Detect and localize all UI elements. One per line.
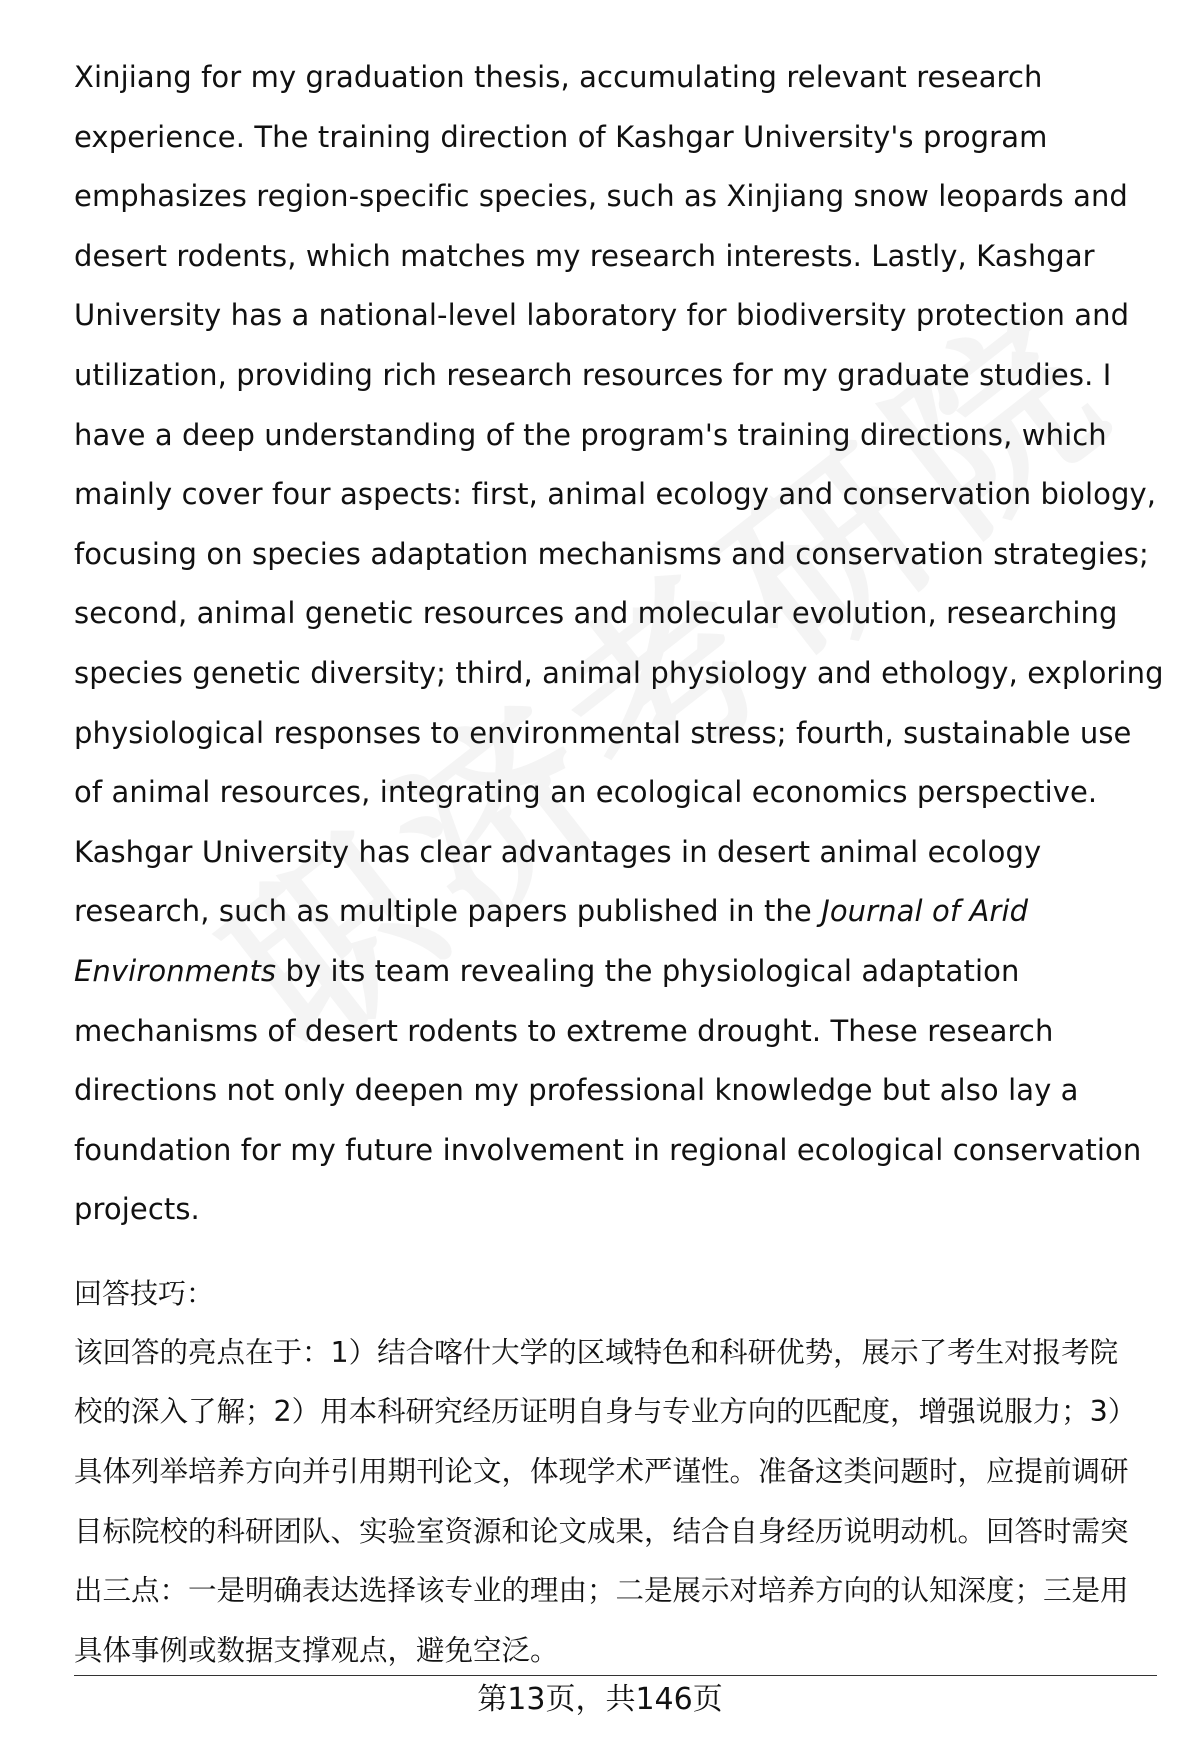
tips-paragraph: 该回答的亮点在于：1）结合喀什大学的区域特色和科研优势，展示了考生对报考院校的深入了解；2）用本科研究经历证明自身与专业方向的匹配度，增强说服力；3）具体列举培养方向并引用期刊论文，体现学术严谨性。准备这类问题时，应提前调研目标院校的科研团队、实验室资源和论文成果，结合自身经历说明动机。回答时需突出三点：一是明确表达选择该专业的理由；二是展示对培养方向的认知深度；三是用具体事例或数据支撑观点，避免空泛。 <box>74 1335 1129 1667</box>
journal-title: Journal of Arid Environments <box>74 894 1029 988</box>
answer-text-part2: by its team revealing the physiological adaptation mechanisms of desert rodents to extreme drought. These research directions not only deepen my professional knowledge but also lay a foundation for my future involvement in regional ecological conservation projects. <box>74 953 1142 1227</box>
tips-heading: 回答技巧： <box>74 1276 215 1310</box>
footer-divider <box>74 1675 1157 1676</box>
document-body <box>74 48 1164 1680</box>
page-number: 第13页，共146页 <box>477 1682 723 1717</box>
answer-paragraph <box>74 48 1164 1240</box>
answer-text-part1: Xinjiang for my graduation thesis, accumulating relevant research experience. The training direction of Kashgar University's program emphasizes region-specific species, such as Xinjiang snow leopards and desert rodents, which matches my research interests. Lastly, Kashgar University has a national-level laboratory for biodiversity protection and utilization, providing rich research resources for my graduate studies. I have a deep understanding of the program's training directions, which mainly cover four aspects: first, animal ecology and conservation biology, focusing on species adaptation mechanisms and conservation strategies; second, animal genetic resources and molecular evolution, researching species genetic diversity; third, animal physiology and ethology, exploring physiological responses to environmental stress; fourth, sustainable use of animal resources, integrating an ecological economics perspective. Kashgar University has clear advantages in desert animal ecology research, such as multiple papers published in the <box>74 60 1164 929</box>
